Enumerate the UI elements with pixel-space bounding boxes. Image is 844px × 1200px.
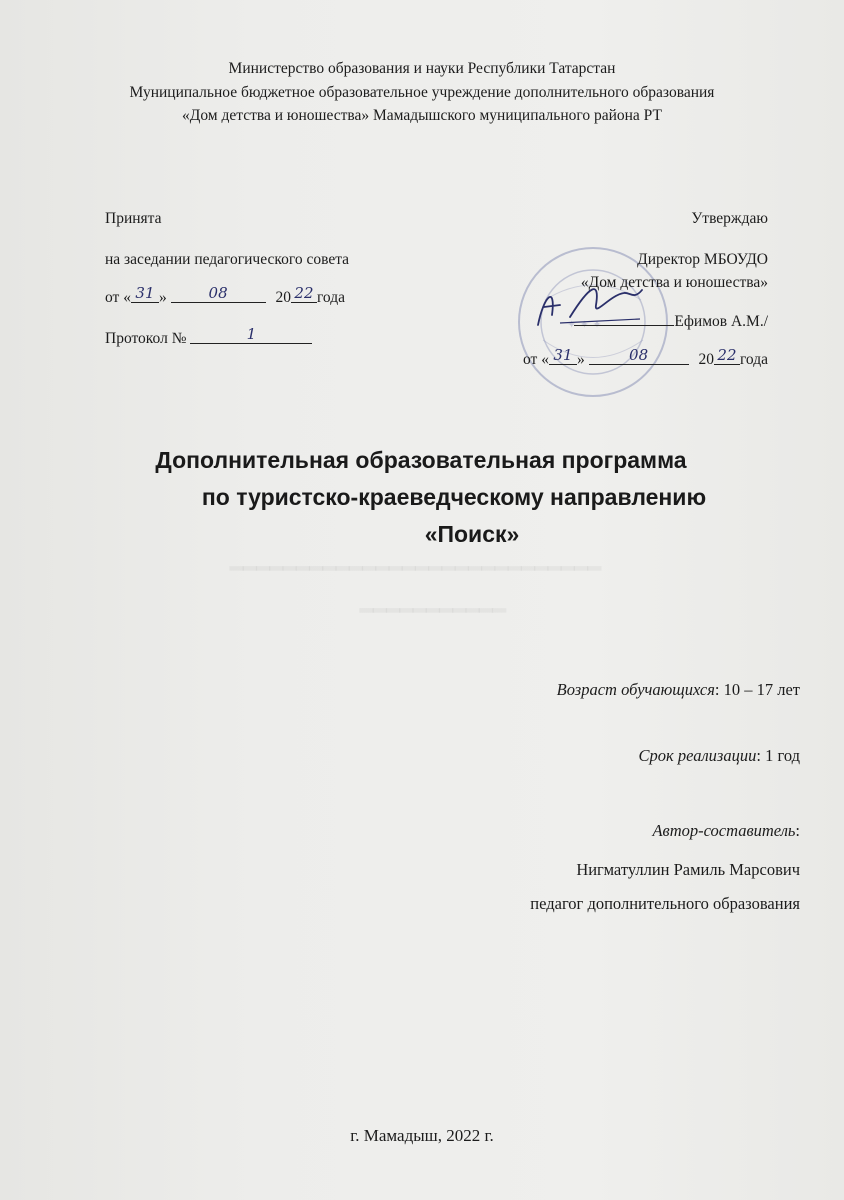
author-label: Автор-составитель xyxy=(652,821,796,840)
day-field xyxy=(549,346,577,365)
show-through-artifact: ━━━━━━━━━━━━━━━━━━━━━━━━━━━━ xyxy=(230,556,601,581)
ministry-line: Министерство образования и науки Республики Татарстан xyxy=(228,60,616,77)
signer-name: Ефимов А.М./ xyxy=(674,313,768,330)
day-field xyxy=(131,284,159,303)
author-name: Нигматуллин Рамиль Марсович xyxy=(576,860,800,879)
term-line xyxy=(639,746,800,766)
year-prefix: 20 xyxy=(275,289,291,306)
date-prefix: от « xyxy=(523,351,549,368)
day-handwritten: 31 xyxy=(135,284,155,302)
month-handwritten: 08 xyxy=(208,284,228,302)
month-handwritten: 08 xyxy=(629,346,649,364)
protocol-line xyxy=(105,325,312,348)
protocol-number-field xyxy=(190,325,312,344)
quote-close: » xyxy=(158,289,167,306)
organization-name: «Дом детства и юношества» xyxy=(580,274,768,291)
signer-line xyxy=(574,311,768,331)
age-label: Возраст обучающихся xyxy=(556,680,715,699)
day-handwritten: 31 xyxy=(553,346,573,364)
meeting-label: на заседании педагогического совета xyxy=(105,251,350,268)
author-colon: : xyxy=(795,821,800,840)
term-label: Срок реализации xyxy=(638,746,757,765)
year-suffix: года xyxy=(316,289,345,306)
city-year: г. Мамадыш, 2022 г. xyxy=(350,1126,494,1145)
institution-name-line: «Дом детства и юношества» Мамадышского муниципального района РТ xyxy=(182,107,662,124)
program-title-line1: Дополнительная образовательная программа xyxy=(155,447,687,473)
program-title-line2: по туристско-краеведческому направлению xyxy=(201,484,707,510)
term-value: : 1 год xyxy=(756,746,800,765)
quote-close: » xyxy=(576,351,585,368)
svg-text:✦ ✦ ✦: ✦ ✦ ✦ xyxy=(567,318,602,331)
year-field xyxy=(714,346,740,365)
institution-line: Муниципальное бюджетное образовательное учреждение дополнительного образования xyxy=(129,84,715,101)
year-handwritten: 22 xyxy=(717,346,737,364)
protocol-label: Протокол № xyxy=(105,330,187,347)
show-through-artifact: ━━━━━━━━━━━ xyxy=(360,598,506,623)
age-line xyxy=(557,680,800,700)
author-position: педагог дополнительного образования xyxy=(530,894,800,913)
accepted-label: Принята xyxy=(105,210,162,227)
program-title-name: «Поиск» xyxy=(424,521,520,547)
year-handwritten: 22 xyxy=(294,284,314,302)
year-suffix: года xyxy=(739,351,768,368)
protocol-number-handwritten: 1 xyxy=(246,325,257,343)
left-date xyxy=(105,284,345,307)
year-prefix: 20 xyxy=(698,351,714,368)
director-title: Директор МБОУДО xyxy=(637,251,768,268)
age-value: : 10 – 17 лет xyxy=(714,680,800,699)
author-line xyxy=(652,821,800,841)
approve-label: Утверждаю xyxy=(691,210,768,227)
year-field xyxy=(291,284,317,303)
date-prefix: от « xyxy=(105,289,131,306)
signature-field xyxy=(574,311,674,326)
right-date xyxy=(523,346,768,369)
month-field xyxy=(589,346,689,365)
month-field xyxy=(171,284,266,303)
